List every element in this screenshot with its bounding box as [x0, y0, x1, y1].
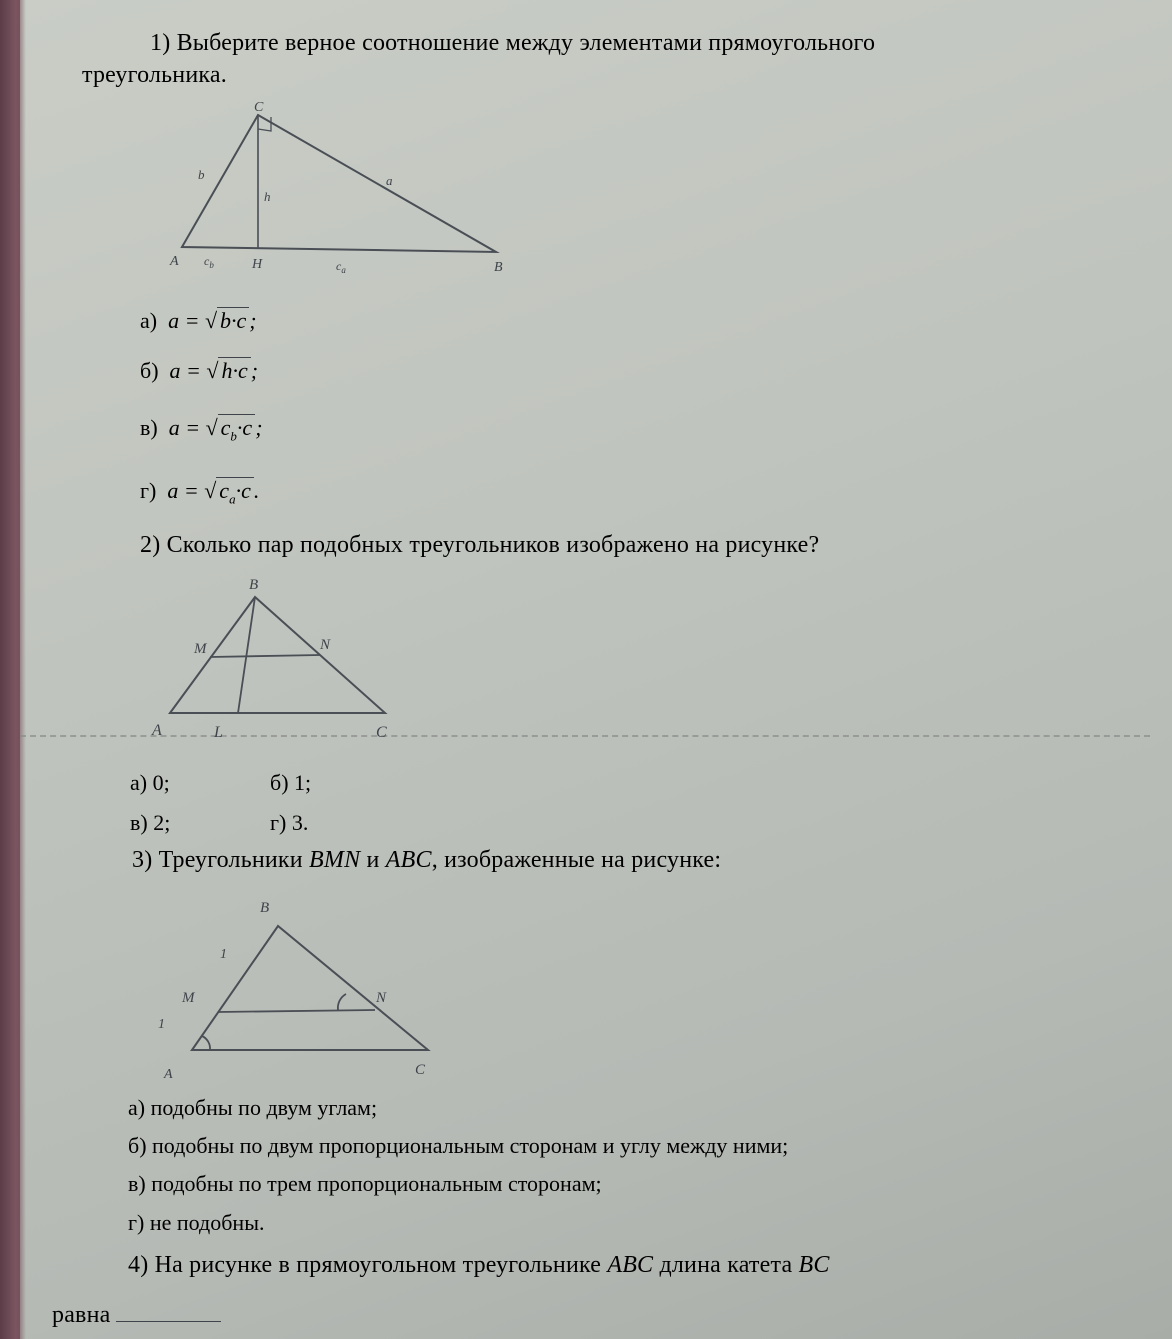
q1-option-g-formula: a = √ $c_a\cdot c$ .: [167, 478, 260, 507]
q2-option-a: а) 0;: [130, 770, 170, 795]
q1-option-a-formula: a = √ b·c ;: [168, 308, 257, 333]
q3-option-g: г) не подобны.: [128, 1210, 265, 1235]
q1-label-c-vertex: C: [254, 100, 264, 115]
q1-label-leg-a: a: [386, 173, 393, 188]
q4-line1: 4) На рисунке в прямоугольном треугольнике ABC длина катета BC: [128, 1252, 830, 1278]
q2-label-n: N: [320, 637, 331, 653]
q1-option-b: б) a = √ h·c ;: [140, 358, 259, 383]
q2-option-b: б) 1;: [270, 770, 312, 795]
q1-label-segment-cb: $c_b$: [204, 254, 214, 270]
q1-option-v: в) a = √ $c_b\cdot c$ ;: [140, 415, 263, 444]
q3-label-m: M: [182, 990, 195, 1006]
q2-option-v: в) 2;: [130, 810, 171, 835]
q4-line2: равна: [52, 1302, 221, 1329]
q3-triangle-figure: [150, 890, 450, 1085]
q1-label-height-h: h: [264, 189, 271, 204]
q3-label-n: N: [376, 990, 387, 1006]
q2-label-l: L: [214, 724, 223, 741]
q2-label-b: B: [249, 577, 259, 593]
q1-title-line1: 1) Выберите верное соотношение между элементами прямоугольного: [150, 30, 876, 56]
q2-label-m: M: [194, 641, 207, 657]
q1-right-triangle-figure: [160, 100, 520, 285]
q1-label-leg-b: b: [198, 167, 205, 182]
q3-label-side-bm: 1: [220, 947, 227, 962]
q3-label-c: C: [415, 1062, 426, 1078]
q1-option-b-formula: a = √ h·c ;: [169, 358, 259, 383]
q1-label-b-vertex: B: [494, 260, 503, 275]
q1-option-a: а) a = √ b·c ;: [140, 308, 257, 333]
q3-angle-a-arc: [202, 1036, 210, 1050]
q2-option-g: г) 3.: [270, 810, 309, 835]
q2-label-c: C: [376, 724, 387, 741]
q3-angle-n-arc: [338, 994, 346, 1010]
q2-triangle-figure: [150, 575, 410, 750]
paper-shadow-edge: [0, 0, 26, 1339]
q1-label-a-vertex: A: [170, 254, 179, 269]
q3-label-b: B: [260, 900, 270, 916]
q1-title-line2: треугольника.: [82, 62, 227, 88]
q1-option-v-formula: a = √ $c_b\cdot c$ ;: [168, 415, 263, 444]
q3-option-b: б) подобны по двум пропорциональным сторонам и углу между ними;: [128, 1133, 789, 1158]
q3-label-a: A: [164, 1067, 173, 1082]
q4-answer-blank[interactable]: [116, 1321, 221, 1322]
q2-title: 2) Сколько пар подобных треугольников изображено на рисунке?: [140, 532, 820, 558]
q2-label-a: A: [152, 722, 162, 739]
q3-label-side-ma: 1: [158, 1017, 165, 1032]
q1-label-h-vertex: H: [252, 257, 263, 272]
q1-option-g: г) a = √ $c_a\cdot c$ .: [140, 478, 260, 507]
q3-title: 3) Треугольники BMN и ABC, изображенные на рисунке:: [132, 847, 722, 873]
q3-option-a: а) подобны по двум углам;: [128, 1095, 378, 1120]
q3-option-v: в) подобны по трем пропорциональным сторонам;: [128, 1171, 602, 1196]
q1-label-segment-ca: $c_a$: [336, 259, 346, 275]
